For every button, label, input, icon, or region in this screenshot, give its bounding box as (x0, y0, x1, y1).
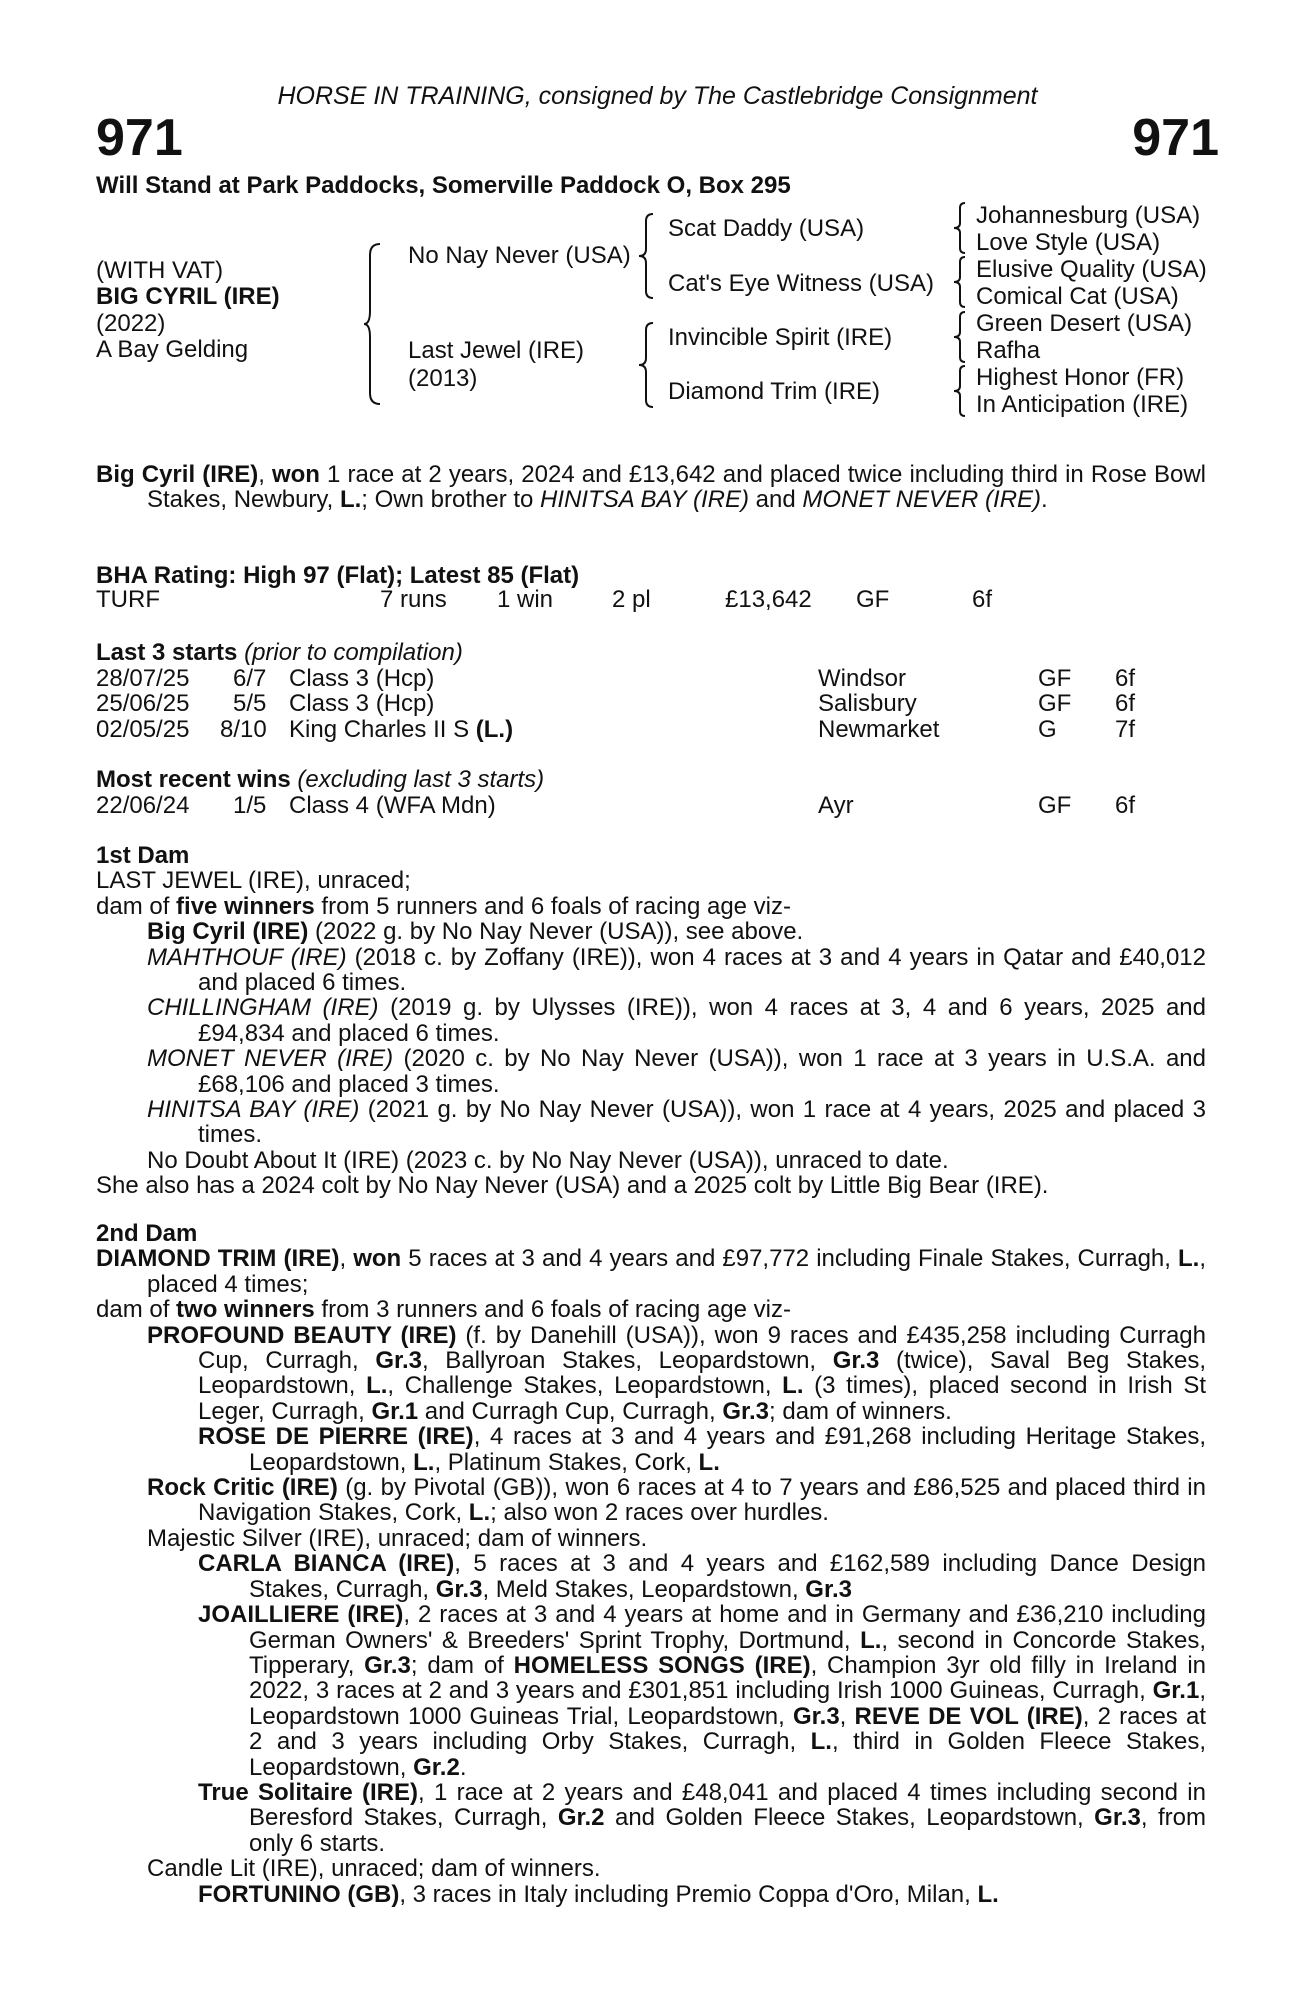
sire-sire: Scat Daddy (USA) (668, 215, 865, 242)
second-dam-produce-intro: dam of two winners from 3 runners and 6 foals of racing age viz- (96, 1296, 791, 1324)
dam-dam-dam: In Anticipation (IRE) (976, 391, 1189, 418)
first-dam-produce-intro: dam of five winners from 5 runners and 6 foals of racing age viz- (96, 892, 792, 920)
sire: No Nay Never (USA) (408, 242, 631, 269)
produce-entry: HINITSA BAY (IRE) (2021 g. by No Nay Never (USA)), won 1 race at 4 years, 2025 and placed 3 times. (147, 1096, 1206, 1149)
rating-distance: 6f (972, 586, 993, 613)
last3-subtitle: (prior to compilation) (244, 639, 463, 666)
produce-entry: True Solitaire (IRE), 1 race at 2 years and £48,041 and placed 4 times including second in Beresford Stakes, Curragh, Gr.2 and Golden Fleece Stakes, Leopardstown, Gr.3, from only 6 starts. (198, 1778, 1206, 1857)
sire-dam-dam: Comical Cat (USA) (976, 283, 1179, 310)
first-dam-also-has: She also has a 2024 colt by No Nay Never (USA) and a 2025 colt by Little Big Bear (IRE). (96, 1172, 1049, 1200)
pedigree-brace-main (362, 243, 384, 406)
dam-year: (2013) (408, 365, 478, 392)
produce-entry: MAHTHOUF (IRE) (2018 c. by Zoffany (IRE)), won 4 races at 3 and 4 years in Qatar and £40,012 and placed 6 times. (147, 943, 1206, 997)
dam-dam-sire: Highest Honor (FR) (976, 364, 1185, 391)
pedigree-brace-dam (637, 322, 657, 408)
produce-entry: CARLA BIANCA (IRE), 5 races at 3 and 4 years and £162,589 including Dance Design Stakes, Curragh, Gr.3, Meld Stakes, Leopardstown, Gr.3 (198, 1550, 1206, 1603)
lot-number-right: 971 (1132, 109, 1219, 167)
first-dam-title: 1st Dam (96, 842, 190, 869)
bha-rating (96, 563, 1206, 615)
rating-placed: 2 pl (612, 586, 651, 613)
summary-end: . (1041, 486, 1048, 514)
sire-dam: Cat's Eye Witness (USA) (668, 270, 934, 297)
pedigree-brace-ss (951, 202, 969, 254)
race-date: 25/06/25 (96, 690, 190, 717)
dam-sire-dam: Rafha (976, 337, 1041, 364)
dam-dam: Diamond Trim (IRE) (668, 378, 881, 405)
listed-marker: L. (339, 486, 362, 514)
bha-rating-title: BHA Rating: High 97 (Flat); Latest 85 (Flat) (96, 562, 580, 589)
produce-entry: FORTUNINO (GB), 3 races in Italy including Premio Coppa d'Oro, Milan, L. (198, 1880, 999, 1908)
lot-number-left: 971 (96, 109, 183, 167)
summary-horse-name: Big Cyril (IRE) (96, 461, 259, 488)
rating-surface: TURF (96, 586, 160, 613)
produce-entry: MONET NEVER (IRE) (2020 c. by No Nay Never (USA)), won 1 race at 3 years in U.S.A. and £68,106 and placed 3 times. (147, 1045, 1206, 1098)
dam: Last Jewel (IRE) (408, 337, 585, 364)
produce-entry: ROSE DE PIERRE (IRE), 4 races at 3 and 4 years and £91,268 including Heritage Stakes, Leopardstown, L., Platinum Stakes, Cork, L. (198, 1423, 1206, 1476)
pedigree-brace-dd (951, 365, 969, 417)
second-dam-title: 2nd Dam (96, 1220, 198, 1247)
vat-note: (WITH VAT) (96, 257, 224, 284)
race-name: Class 3 (Hcp) (289, 664, 435, 692)
produce-entry: Rock Critic (IRE) (g. by Pivotal (GB)), won 6 races at 4 to 7 years and £86,525 and placed third in Navigation Stakes, Cork, L.; also won 2 races over hurdles. (147, 1474, 1206, 1527)
race-name: Class 3 (Hcp) (289, 690, 435, 717)
produce-entry: Majestic Silver (IRE), unraced; dam of winners. (147, 1524, 648, 1552)
race-going: G (1038, 715, 1057, 743)
second-dam-section (96, 1221, 1206, 1907)
sire-sire-dam: Love Style (USA) (976, 229, 1161, 256)
race-distance: 7f (1115, 715, 1136, 743)
horse-description: A Bay Gelding (96, 336, 249, 363)
race-position: 8/10 (220, 715, 267, 743)
rating-runs: 7 runs (380, 586, 447, 613)
first-dam-section (96, 843, 1206, 1199)
race-position: 5/5 (233, 690, 267, 717)
dam-sire: Invincible Spirit (IRE) (668, 324, 893, 351)
consignment-header: HORSE IN TRAINING, consigned by The Castlebridge Consignment (277, 82, 1038, 110)
dam-sire-sire: Green Desert (USA) (976, 310, 1193, 337)
pedigree-brace-ds (951, 311, 969, 363)
last3-title: Last 3 starts (96, 639, 238, 666)
horse-year: (2022) (96, 310, 166, 337)
race-course: Salisbury (818, 690, 917, 717)
produce-entry: No Doubt About It (IRE) (2023 c. by No Nay Never (USA)), unraced to date. (147, 1146, 949, 1174)
sibling-name: HINITSA BAY (IRE) (540, 486, 749, 514)
race-distance: 6f (1115, 791, 1136, 819)
race-name: King Charles II S (L.) (289, 715, 514, 743)
sibling-name: MONET NEVER (IRE) (802, 486, 1042, 514)
rating-wins: 1 win (497, 586, 554, 613)
race-distance: 6f (1115, 664, 1136, 692)
race-date: 28/07/25 (96, 664, 190, 692)
produce-entry: Big Cyril (IRE) (2022 g. by No Nay Never (USA)), see above. (147, 918, 804, 946)
race-going: GF (1038, 690, 1072, 717)
race-course: Ayr (818, 791, 854, 819)
stand-location: Will Stand at Park Paddocks, Somerville Paddock O, Box 295 (96, 172, 791, 199)
rating-earnings: £13,642 (725, 586, 812, 613)
summary-and: and (748, 486, 803, 514)
sire-dam-sire: Elusive Quality (USA) (976, 256, 1207, 283)
sire-sire-sire: Johannesburg (USA) (976, 202, 1201, 229)
produce-entry: PROFOUND BEAUTY (IRE) (f. by Danehill (USA)), won 9 races and £435,258 including Curragh Cup, Curragh, Gr.3, Ballyroan Stakes, Leopardstown, Gr.3 (twice), Saval Beg Stakes, Leopardstown, L., Challenge Stakes, Leopardstown, L. (3 times), placed second in Irish St Leger, Curragh, Gr.1 and Curragh Cup, Curragh, Gr.3; dam of winners. (147, 1321, 1207, 1425)
recent-subtitle: (excluding last 3 starts) (297, 766, 545, 793)
produce-entry: Candle Lit (IRE), unraced; dam of winners. (147, 1855, 601, 1883)
race-date: 02/05/25 (96, 715, 190, 743)
pedigree-brace-sd (951, 256, 969, 308)
race-date: 22/06/24 (96, 791, 190, 819)
pedigree-brace-sire (637, 213, 657, 299)
produce-entry: JOAILLIERE (IRE), 2 races at 3 and 4 years at home and in Germany and £36,210 including German Owners' & Breeders' Sprint Trophy, Dortmund, L., second in Concorde Stakes, Tipperary, Gr.3; dam of HOMELESS SONGS (IRE), Champion 3yr old filly in Ireland in 2022, 3 races at 2 and 3 years and £301,851 including Irish 1000 Guineas, Curragh, Gr.1, Leopardstown 1000 Guineas Trial, Leopardstown, Gr.3, REVE DE VOL (IRE), 2 races at 2 and 3 years including Orby Stakes, Curragh, L., third in Golden Fleece Stakes, Leopardstown, Gr.2. (198, 1601, 1207, 1781)
produce-entry: CHILLINGHAM (IRE) (2019 g. by Ulysses (IRE)), won 4 races at 3, 4 and 6 years, 2025 and £94,834 and placed 6 times. (147, 994, 1207, 1047)
summary-text: 1 race at 2 years, 2024 and £13,642 and placed twice including third in Rose Bowl Stakes, Newbury, (147, 461, 1206, 514)
summary-won: won (271, 461, 320, 488)
first-dam-line: LAST JEWEL (IRE), unraced; (96, 867, 411, 895)
race-distance: 6f (1115, 690, 1136, 717)
race-going: GF (1038, 664, 1072, 692)
rating-going: GF (856, 586, 890, 613)
race-position: 1/5 (233, 791, 267, 819)
recent-title: Most recent wins (96, 766, 291, 793)
race-course: Windsor (818, 664, 907, 692)
horse-name: BIG CYRIL (IRE) (96, 283, 280, 310)
second-dam-line: DIAMOND TRIM (IRE), won 5 races at 3 and 4 years and £97,772 including Finale Stakes, Curragh, L., placed 4 times; (96, 1245, 1207, 1298)
summary-text-2: ; Own brother to (361, 486, 541, 514)
most-recent-wins (96, 767, 1206, 822)
race-name: Class 4 (WFA Mdn) (289, 791, 496, 819)
last-3-starts (96, 640, 1206, 745)
race-position: 6/7 (233, 664, 267, 692)
race-course: Newmarket (818, 715, 940, 743)
summary-paragraph: Big Cyril (IRE), won 1 race at 2 years, 2024 and £13,642 and placed twice including third in Rose Bowl Stakes, Newbury, L.; Own brother to HINITSA BAY (IRE) and MONET NEVER (IRE). (96, 461, 1206, 514)
race-going: GF (1038, 791, 1072, 819)
